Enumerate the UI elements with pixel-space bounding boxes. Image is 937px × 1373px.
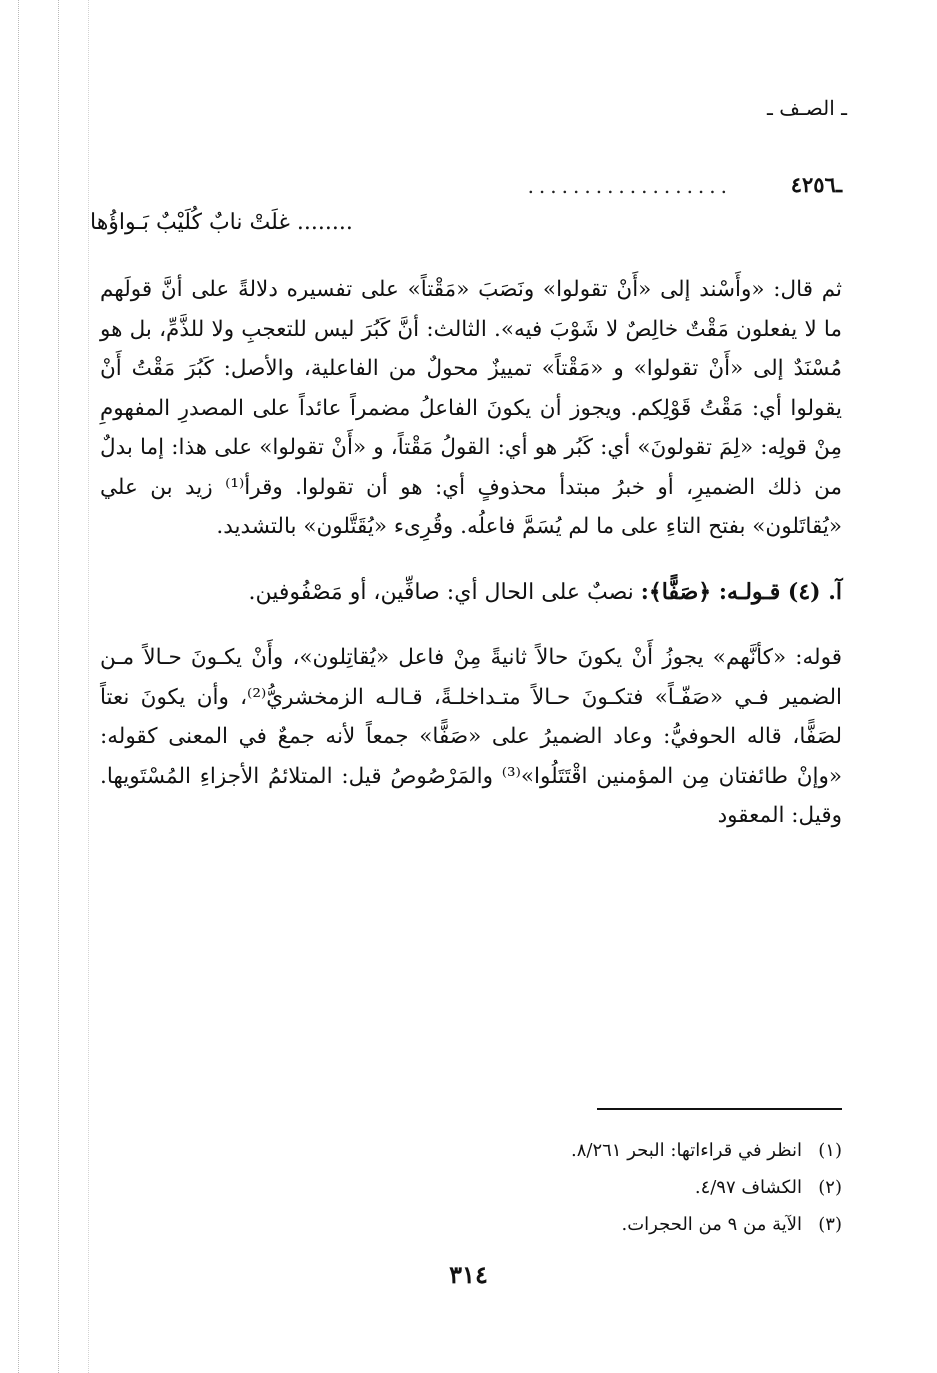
footnote	[571, 1206, 842, 1243]
footnote	[571, 1169, 842, 1206]
verse-line	[90, 172, 842, 244]
footnote	[571, 1132, 842, 1169]
verse-half-line: ........ غلَتْ نابٌ كُلَيْبٌ بَـواؤُها	[90, 210, 353, 235]
footnote-divider	[597, 1108, 842, 1110]
footnote-number: (٢)	[818, 1177, 842, 1198]
footnote-number: (٣)	[818, 1214, 842, 1235]
footnote-number: (١)	[818, 1140, 842, 1161]
footnote-text: الآية من ٩ من الحجرات.	[621, 1214, 802, 1235]
main-text	[100, 270, 842, 836]
paragraph: ثم قال: «وأَسْند إلى «أَنْ تقولوا» ونَصَبَ «مَقْتاً» على تفسيره دلالةً على أنَّ قولَهم ما لا يفعلون مَقْتٌ خالِصٌ لا شَوْبَ فيه». الثالث: أنَّ كَبُرَ ليس للتعجبِ ولا للذَّمِّ، بل هو مُسْنَدٌ إلى «أَنْ تقولوا» و «مَقْتاً» تمييزٌ محولٌ من الفاعلية، والأصل: كَبُرَ مَقْتُ أَنْ يقولوا أي: مَقْتُ قَوْلِكم. ويجوز أن يكونَ الفاعلُ مضمراً عائداً على المصدرِ المفهومِ مِنْ قولِه: «لِمَ تقولونَ» أي: كَبُر هو أي: القولُ مَقْتاً، و «أَنْ تقولوا» على هذا: إما بدلٌ من ذلك الضميرِ، أو خبرُ مبتدأ محذوفٍ أي: هو أن تقولوا. وقرأ⁽¹⁾ زيد بن علي «يُقاتَلون» بفتح التاءِ على ما لم يُسَمَّ فاعلُه. وقُرِىء «يُقَتَّلون» بالتشديد.	[100, 277, 842, 539]
verse-entry	[100, 573, 842, 613]
verse-entry-lead: آ. (٤) قـولـه: ﴿صَفًّا﴾:	[640, 578, 842, 605]
footnote-text: انظر في قراءاتها: البحر ٨/٢٦١.	[570, 1140, 802, 1161]
scan-edge-dots	[88, 0, 89, 1373]
running-head: ـ الصـف ـ	[767, 96, 847, 120]
scan-edge-dots	[18, 0, 19, 1373]
verse-number: ـ٤٢٥٦	[790, 172, 842, 197]
verse-entry-text: نصبٌ على الحال أي: صافِّين، أو مَصْفُوفين.	[248, 579, 641, 605]
verse-dots: ..................	[527, 174, 732, 198]
scan-edge-dots	[58, 0, 59, 1373]
paragraph: قوله: «كأنَّهم» يجوزُ أَنْ يكونَ حالاً ثانيةً مِنْ فاعل «يُقاتِلون»، وأَنْ يكـونَ حـالاً مـن الضمير فـي «صَفّـاً» فتكـونَ حـالاً متـداخلـةً، قـالـه الزمخشريُّ⁽²⁾، وأن يكونَ نعتاً لصَفًّا، قاله الحوفيُّ: وعاد الضميرُ على «صَفًّا» جمعاً لأنه جمعٌ في المعنى كقوله: «وإنْ طائفتان مِن المؤمنين اقْتَتَلُوا»⁽³⁾ والمَرْصُوصُ قيل: المتلائمُ الأجزاءِ المُسْتَويها. وقيل: المعقود	[100, 645, 842, 828]
footnotes	[571, 1132, 842, 1243]
footnote-text: الكشاف ٤/٩٧.	[694, 1177, 802, 1198]
page-number: ٣١٤	[449, 1260, 488, 1289]
